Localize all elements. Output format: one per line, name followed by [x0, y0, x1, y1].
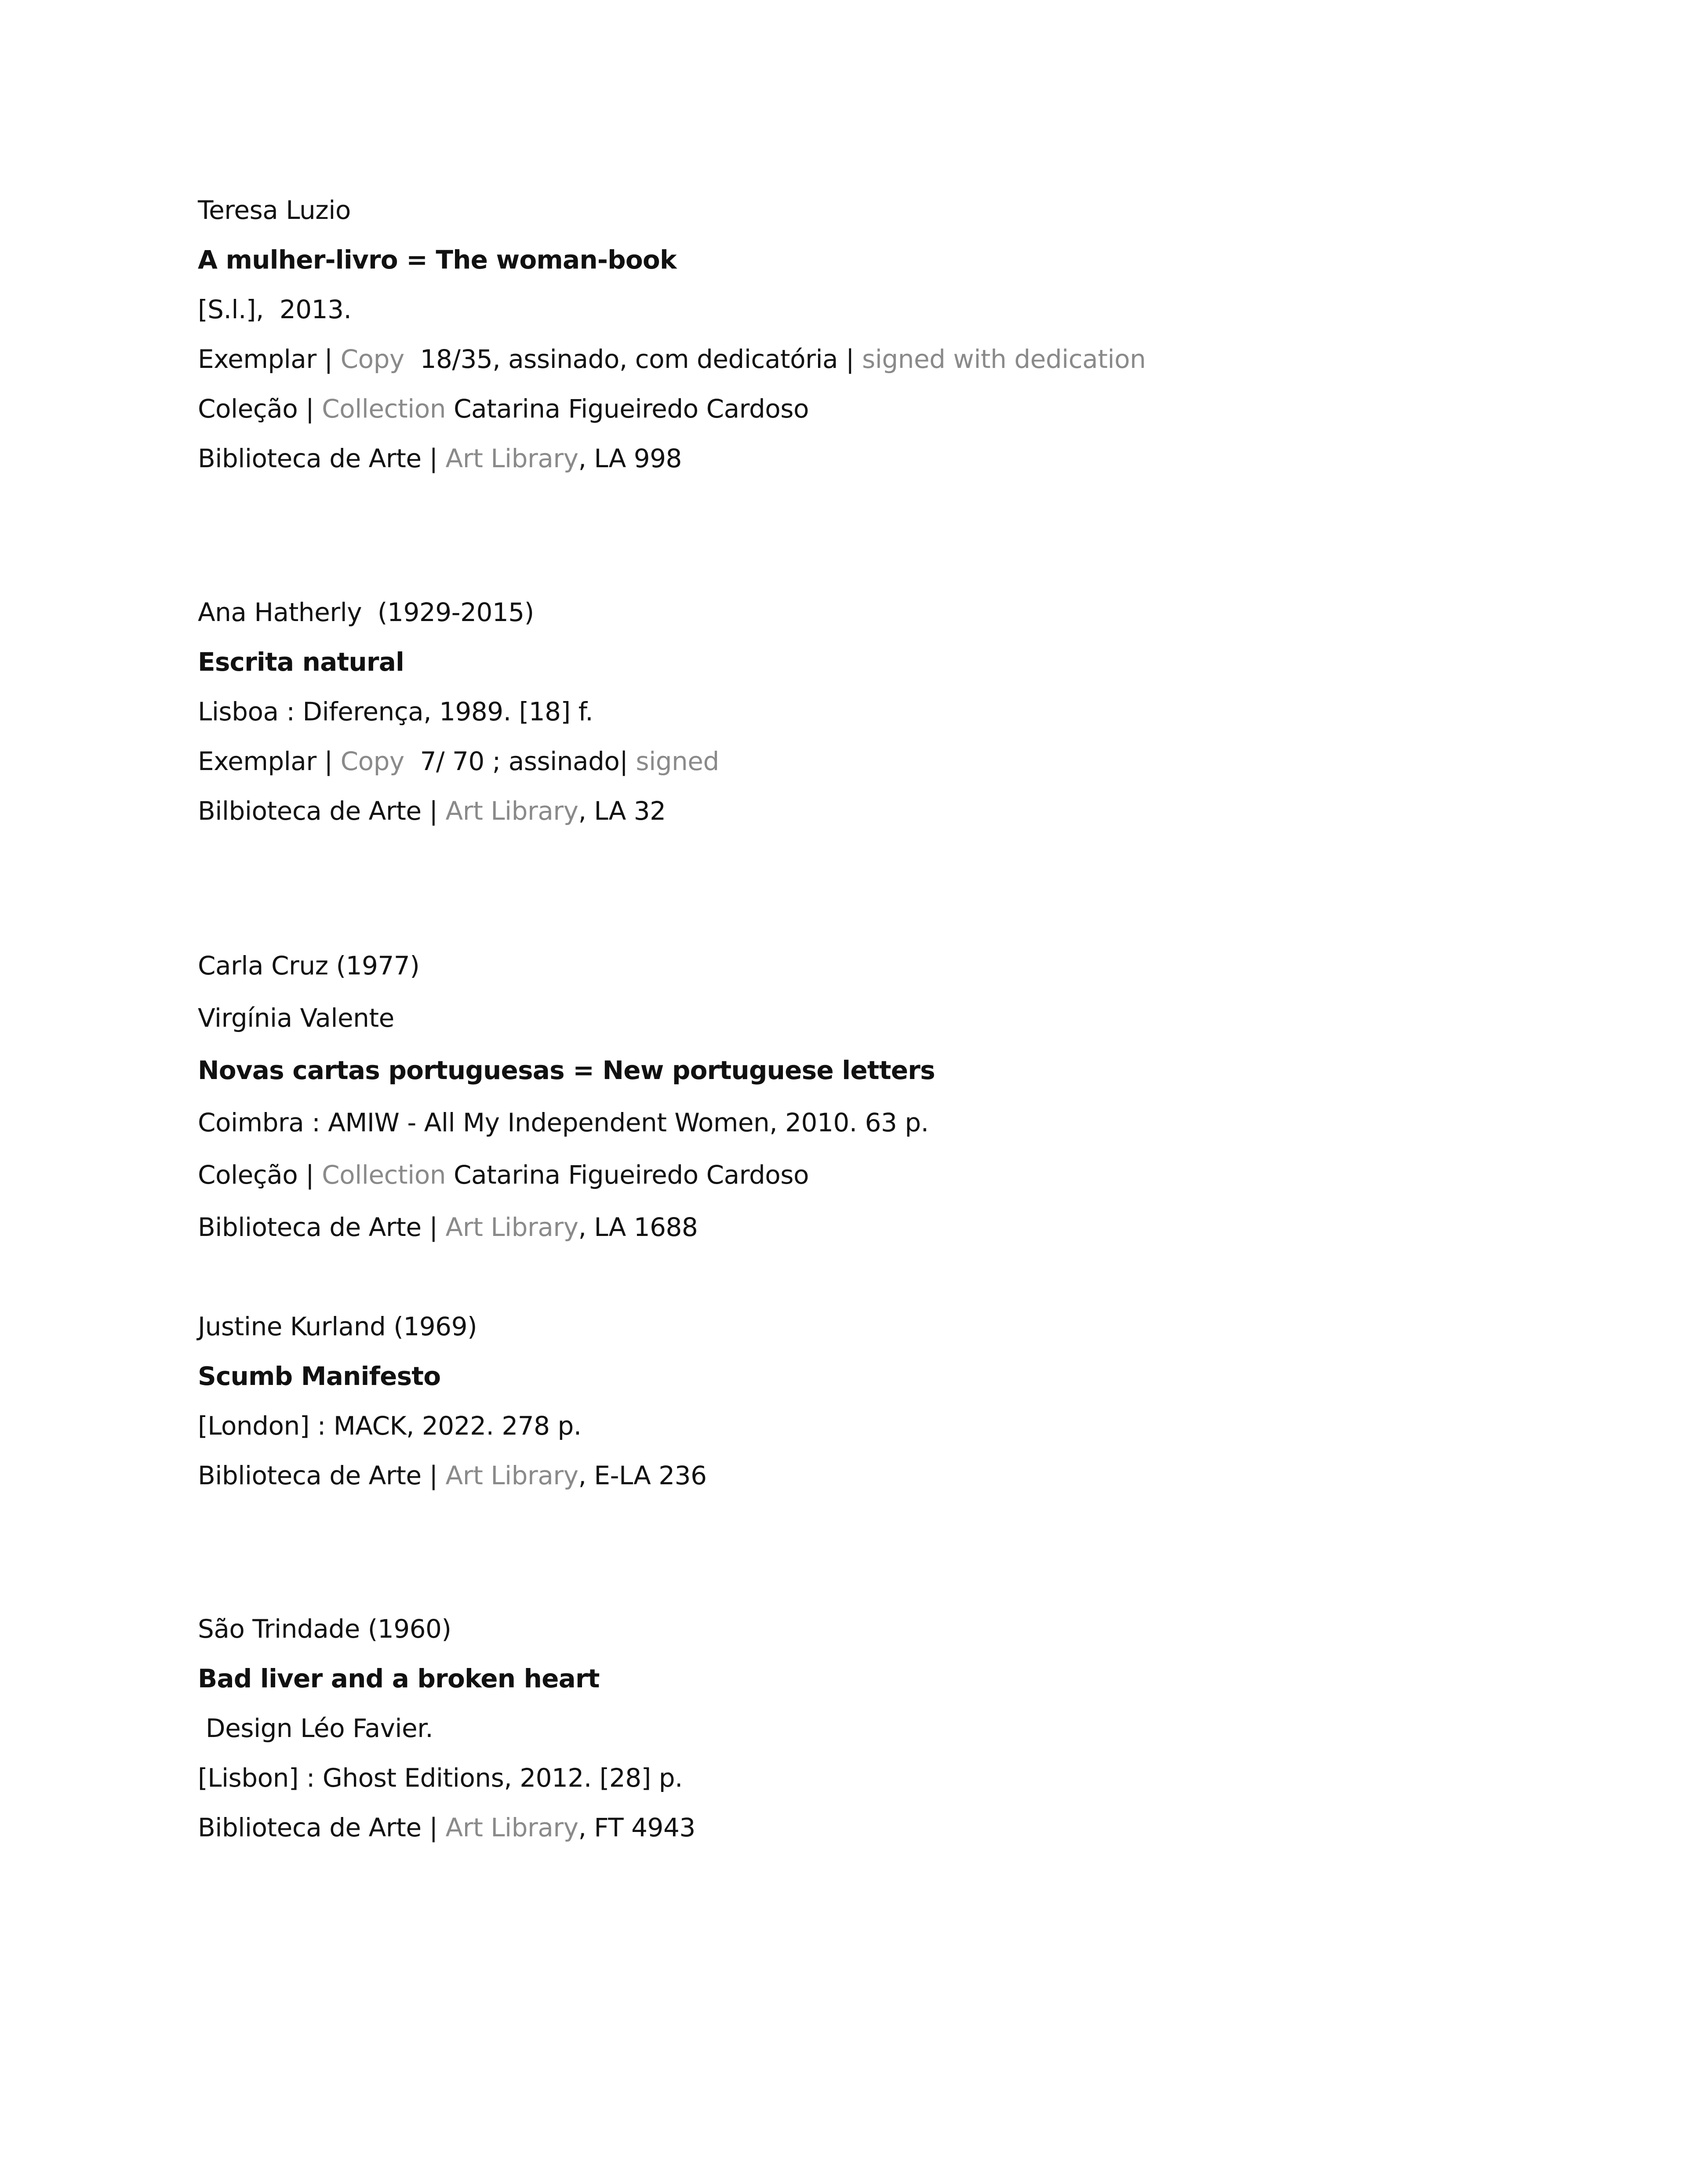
library-line [198, 441, 682, 476]
copy-label: Exemplar [198, 746, 316, 776]
author: Ana Hatherly (1929-2015) [198, 597, 534, 627]
separator: | [316, 746, 341, 776]
copy-label-en: Copy [340, 746, 404, 776]
imprint: [London] : MACK, 2022. 278 p. [198, 1411, 582, 1441]
shelf-mark: , E-LA 236 [578, 1461, 707, 1490]
separator: | [298, 394, 322, 424]
author-secondary: Virgínia Valente [198, 1003, 394, 1033]
copy-label-en: Copy [340, 344, 404, 374]
separator: | [421, 1212, 446, 1242]
copy-line [198, 744, 719, 779]
library-line [198, 1810, 695, 1845]
library-label-en: Art Library [445, 796, 578, 826]
collection-line [198, 391, 809, 426]
copy-value: 7/ 70 ; assinado [404, 746, 620, 776]
library-label-en: Art Library [445, 1461, 578, 1490]
library-label: Biblioteca de Arte [198, 443, 422, 473]
library-label-en: Art Library [445, 1212, 578, 1242]
author: Teresa Luzio [198, 195, 351, 225]
shelf-mark: , LA 1688 [578, 1212, 698, 1242]
copy-value: 18/35, assinado, com dedicatória [404, 344, 838, 374]
author: Justine Kurland (1969) [198, 1312, 477, 1341]
separator: | [421, 443, 446, 473]
copy-line [198, 342, 1146, 377]
book-title: Escrita natural [198, 647, 404, 677]
library-line [198, 793, 666, 829]
library-label-en: Art Library [445, 1813, 578, 1842]
separator: | [619, 746, 636, 776]
separator: | [421, 1461, 446, 1490]
author: São Trindade (1960) [198, 1614, 451, 1644]
shelf-mark: , FT 4943 [578, 1813, 695, 1842]
book-title: Novas cartas portuguesas = New portuguese letters [198, 1055, 935, 1085]
separator: | [316, 344, 341, 374]
shelf-mark: , LA 32 [578, 796, 666, 826]
book-title: Bad liver and a broken heart [198, 1664, 600, 1693]
imprint: Coimbra : AMIW - All My Independent Women, 2010. 63 p. [198, 1108, 929, 1137]
collection-label: Coleção [198, 1160, 298, 1190]
library-label: Bilbioteca de Arte [198, 796, 422, 826]
collection-label-en: Collection [322, 394, 446, 424]
library-line [198, 1210, 698, 1245]
separator: | [421, 1813, 446, 1842]
separator: | [421, 796, 446, 826]
collection-value: Catarina Figueiredo Cardoso [446, 1160, 809, 1190]
design-note: Design Léo Favier. [198, 1713, 433, 1743]
imprint: Lisboa : Diferença, 1989. [18] f. [198, 697, 593, 727]
imprint: [Lisbon] : Ghost Editions, 2012. [28] p. [198, 1763, 683, 1793]
book-title: Scumb Manifesto [198, 1361, 441, 1391]
copy-value-en: signed [636, 746, 719, 776]
library-label: Biblioteca de Arte [198, 1212, 422, 1242]
library-label: Biblioteca de Arte [198, 1461, 422, 1490]
copy-value-en: signed with dedication [862, 344, 1146, 374]
collection-label: Coleção [198, 394, 298, 424]
library-label-en: Art Library [445, 443, 578, 473]
collection-line [198, 1157, 809, 1192]
imprint: [S.l.], 2013. [198, 294, 352, 324]
collection-value: Catarina Figueiredo Cardoso [446, 394, 809, 424]
separator: | [838, 344, 862, 374]
collection-label-en: Collection [322, 1160, 446, 1190]
separator: | [298, 1160, 322, 1190]
author: Carla Cruz (1977) [198, 951, 420, 981]
copy-label: Exemplar [198, 344, 316, 374]
library-line [198, 1458, 706, 1493]
shelf-mark: , LA 998 [578, 443, 682, 473]
book-title: A mulher-livro = The woman-book [198, 245, 677, 275]
library-label: Biblioteca de Arte [198, 1813, 422, 1842]
